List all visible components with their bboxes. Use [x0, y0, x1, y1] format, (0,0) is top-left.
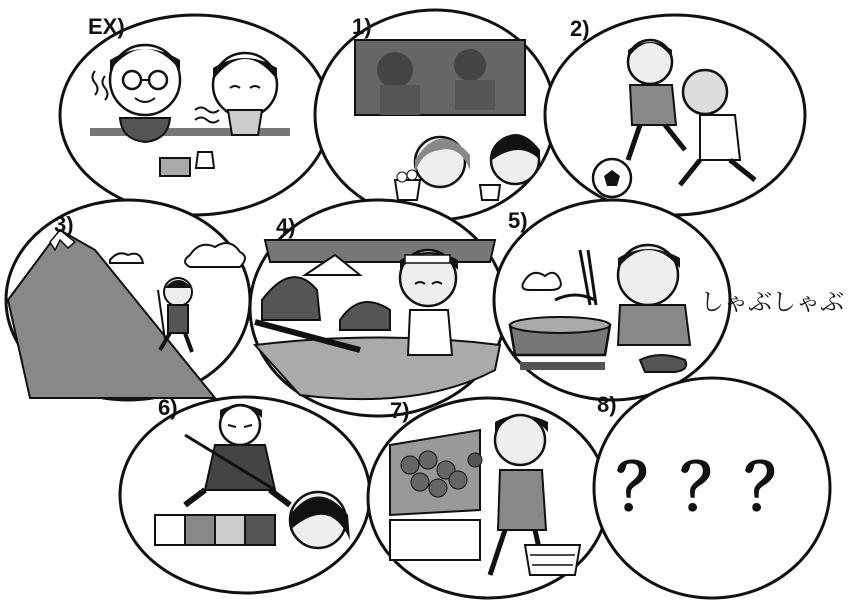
apple-in-hand: [468, 453, 482, 467]
popcorn-box: [395, 180, 420, 200]
panel-label-5: 5): [508, 208, 528, 233]
shabushabu-text: しゃぶしゃぶ: [700, 288, 844, 316]
boy-drinking-face: [213, 53, 277, 117]
towel-on-head: [405, 255, 450, 263]
fruit-stand: [390, 430, 480, 515]
panel-label-6: 6): [158, 395, 178, 420]
panel-5: [494, 200, 730, 400]
panel-7: [368, 398, 608, 598]
mystery-question-marks: ？？？: [616, 452, 808, 526]
panel-1: [315, 10, 555, 220]
cup: [228, 110, 262, 135]
panel-label-3: 3): [54, 212, 74, 237]
shopping-basket: [525, 545, 580, 575]
panel-label-ex: EX): [88, 14, 125, 39]
panel-label-1: 1): [352, 14, 372, 39]
panel-label-7: 7): [390, 398, 410, 423]
panel-ex: [60, 14, 330, 215]
panel-label-4: 4): [276, 214, 296, 239]
panel-8: [594, 378, 830, 598]
panel-6: [120, 395, 370, 593]
panel-4: [250, 200, 506, 416]
panel-2: [545, 15, 805, 215]
roof: [265, 240, 495, 262]
panel-label-2: 2): [570, 16, 590, 41]
panel-label-8: 8): [597, 392, 617, 417]
panel-3: [6, 200, 250, 400]
stage-curtain: [155, 515, 185, 545]
grandpa-head: [683, 70, 727, 114]
